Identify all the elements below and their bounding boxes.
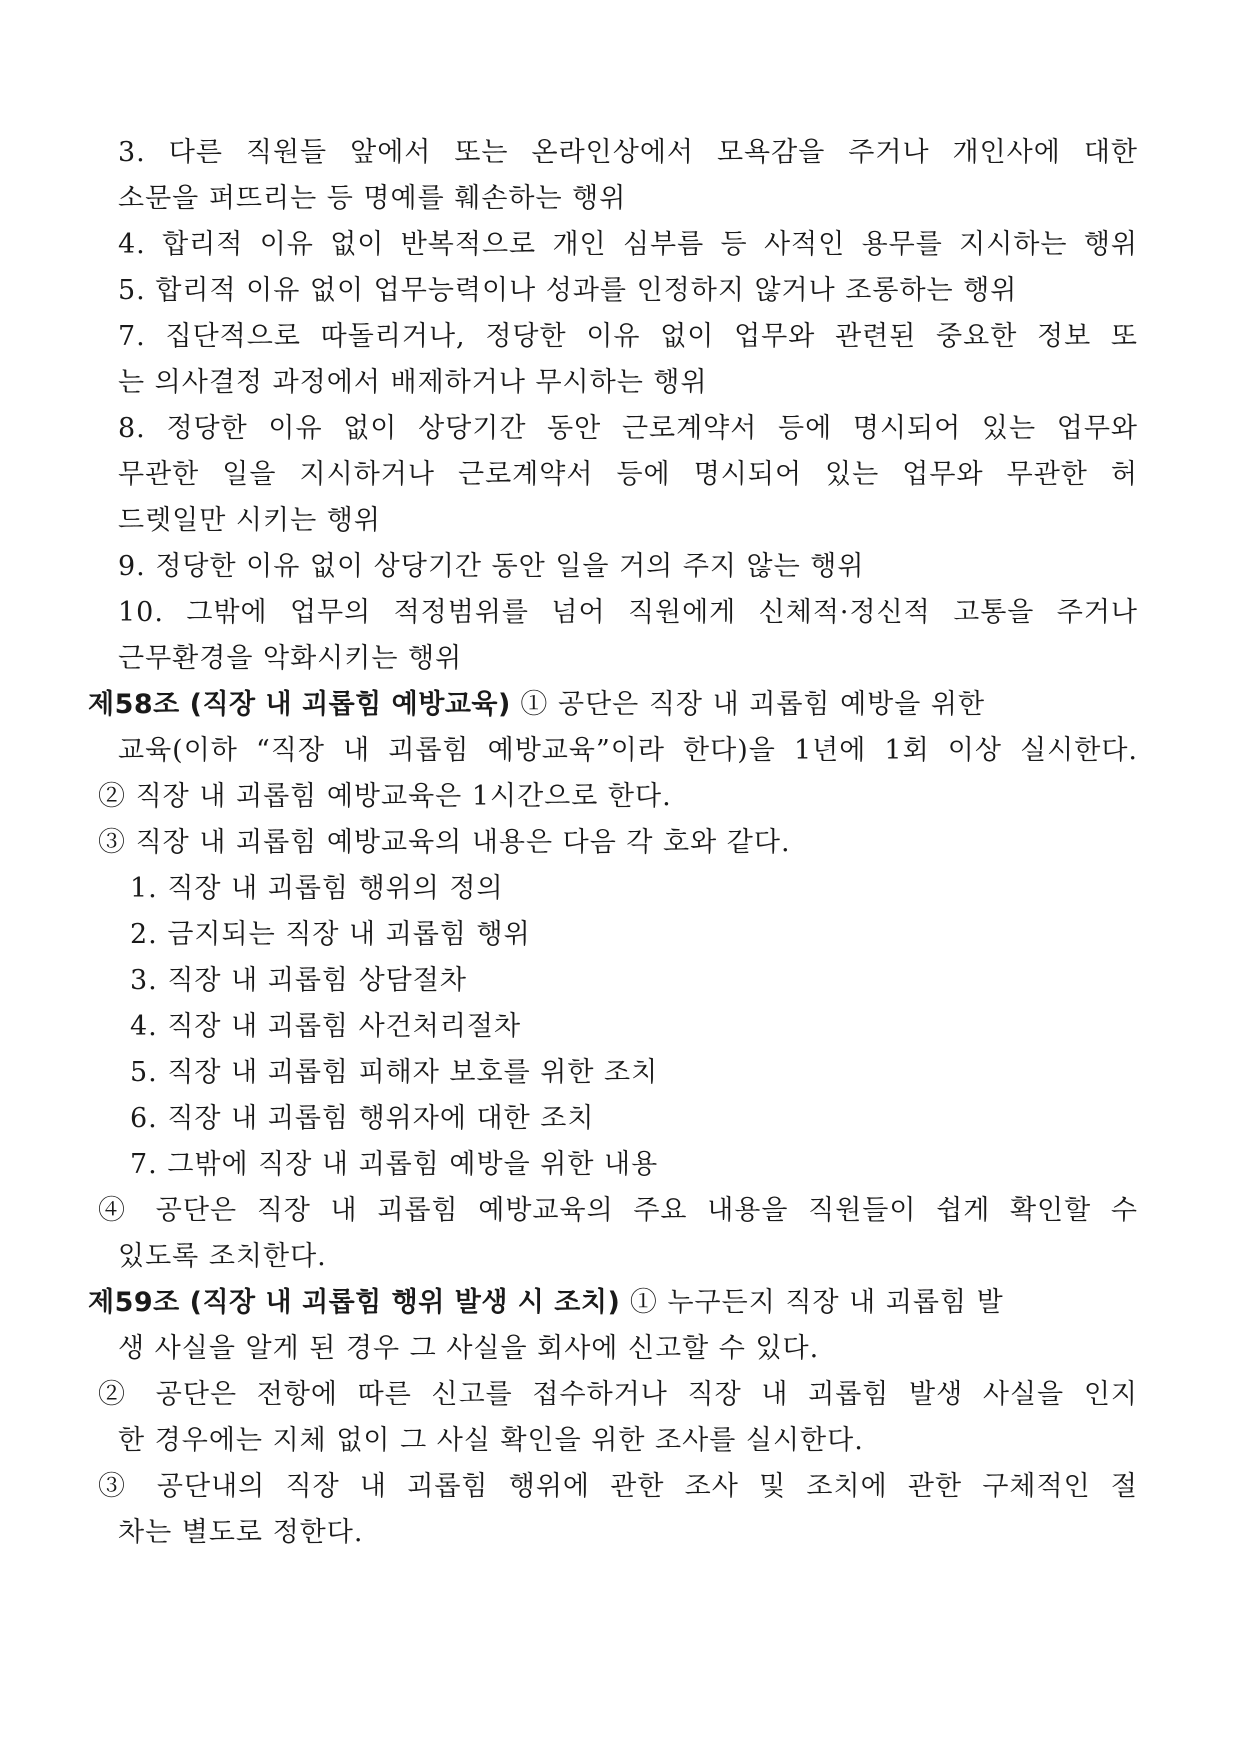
article-59-paragraph-3-cont: 차는 별도로 정한다.	[118, 1517, 364, 1548]
article-59-paragraph-1: ① 누구든지 직장 내 괴롭힘 발	[620, 1287, 1004, 1318]
article-58-paragraph-1-cont: 교육(이하 “직장 내 괴롭힘 예방교육”이라 한다)을 1년에 1회 이상 실시한다.	[118, 735, 1138, 766]
list-item: 5. 합리적 이유 없이 업무능력이나 성과를 인정하지 않거나 조롱하는 행위	[118, 275, 1018, 306]
list-item: 9. 정당한 이유 없이 상당기간 동안 일을 거의 주지 않는 행위	[118, 551, 865, 582]
article-59-paragraph-2-cont: 한 경우에는 지체 없이 그 사실 확인을 위한 조사를 실시한다.	[118, 1425, 864, 1456]
list-item: 3. 직장 내 괴롭힘 상담절차	[130, 965, 467, 996]
article-59-paragraph-3: ③ 공단내의 직장 내 괴롭힘 행위에 관한 조사 및 조치에 관한 구체적인 절	[98, 1471, 1138, 1502]
list-item: 10. 그밖에 업무의 적정범위를 넘어 직원에게 신체적·정신적 고통을 주거나	[118, 597, 1138, 628]
list-item: 2. 금지되는 직장 내 괴롭힘 행위	[130, 919, 531, 950]
article-58-paragraph-3: ③ 직장 내 괴롭힘 예방교육의 내용은 다음 각 호와 같다.	[98, 827, 791, 858]
list-item: 무관한 일을 지시하거나 근로계약서 등에 명시되어 있는 업무와 무관한 허	[118, 459, 1138, 490]
article-58-paragraph-4-cont: 있도록 조치한다.	[118, 1241, 327, 1272]
article-59-first-line	[88, 1280, 1138, 1326]
list-item: 4. 직장 내 괴롭힘 사건처리절차	[130, 1011, 522, 1042]
list-item: 5. 직장 내 괴롭힘 피해자 보호를 위한 조치	[130, 1057, 659, 1088]
list-item: 7. 그밖에 직장 내 괴롭힘 예방을 위한 내용	[130, 1149, 659, 1180]
list-item: 6. 직장 내 괴롭힘 행위자에 대한 조치	[130, 1103, 595, 1134]
list-item: 드렛일만 시키는 행위	[118, 505, 381, 536]
list-item: 는 의사결정 과정에서 배제하거나 무시하는 행위	[118, 367, 708, 398]
list-item: 1. 직장 내 괴롭힘 행위의 정의	[130, 873, 504, 904]
list-item: 4. 합리적 이유 없이 반복적으로 개인 심부름 등 사적인 용무를 지시하는 행위	[118, 229, 1138, 260]
article-58-heading: 제58조 (직장 내 괴롭힘 예방교육)	[88, 689, 511, 720]
list-item: 7. 집단적으로 따돌리거나, 정당한 이유 없이 업무와 관련된 중요한 정보 또	[118, 321, 1138, 352]
article-58-paragraph-1: ① 공단은 직장 내 괴롭힘 예방을 위한	[510, 689, 986, 720]
article-58-paragraph-4: ④ 공단은 직장 내 괴롭힘 예방교육의 주요 내용을 직원들이 쉽게 확인할 수	[98, 1195, 1138, 1226]
article-59-heading: 제59조 (직장 내 괴롭힘 행위 발생 시 조치)	[88, 1287, 621, 1318]
list-item: 근무환경을 악화시키는 행위	[118, 643, 463, 674]
article-58-first-line	[88, 682, 1138, 728]
article-59-paragraph-2: ② 공단은 전항에 따른 신고를 접수하거나 직장 내 괴롭힘 발생 사실을 인지	[98, 1379, 1138, 1410]
article-59-paragraph-1-cont: 생 사실을 알게 된 경우 그 사실을 회사에 신고할 수 있다.	[118, 1333, 820, 1364]
list-item: 소문을 퍼뜨리는 등 명예를 훼손하는 행위	[118, 183, 627, 214]
article-58-paragraph-2: ② 직장 내 괴롭힘 예방교육은 1시간으로 한다.	[98, 781, 672, 812]
list-item: 3. 다른 직원들 앞에서 또는 온라인상에서 모욕감을 주거나 개인사에 대한	[118, 137, 1138, 168]
list-item: 8. 정당한 이유 없이 상당기간 동안 근로계약서 등에 명시되어 있는 업무와	[118, 413, 1138, 444]
